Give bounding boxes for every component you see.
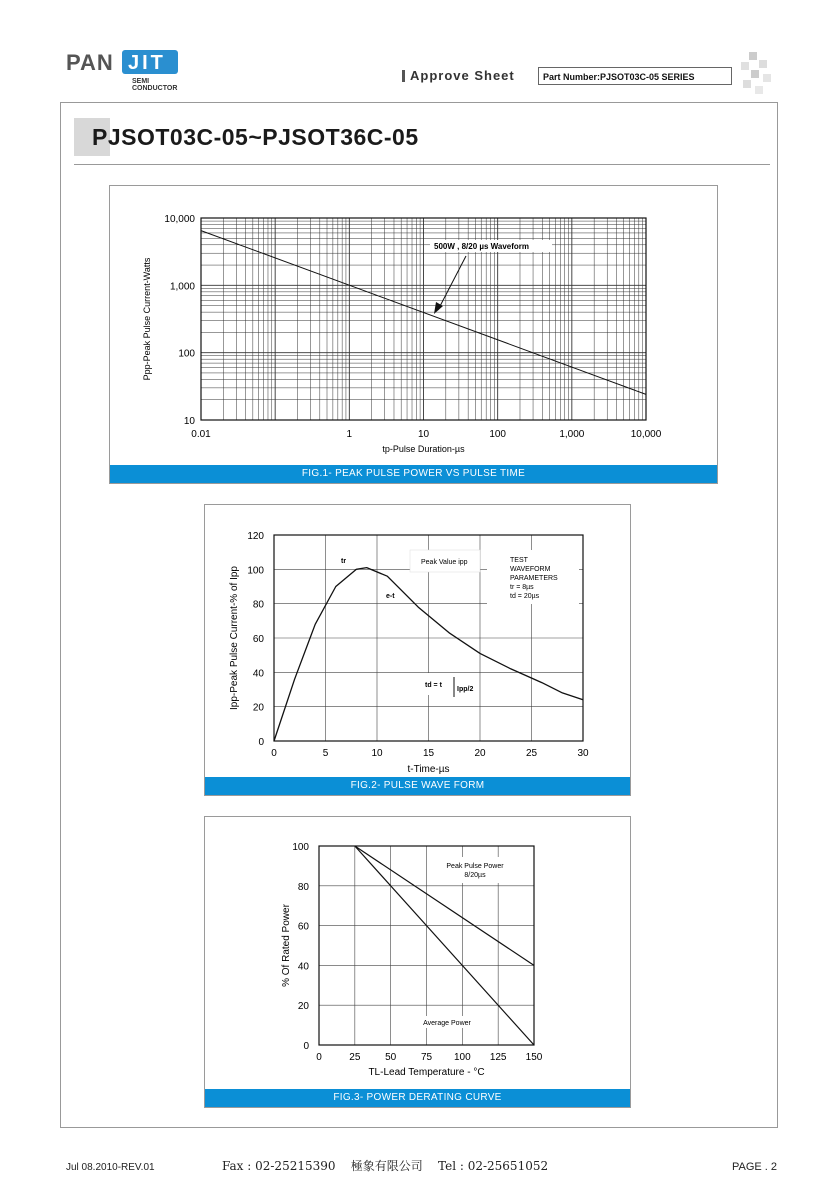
y-tick-label: 100 (178, 348, 195, 360)
x-tick-label: 10,000 (630, 429, 662, 440)
annotation-arrow (438, 256, 466, 310)
svg-text:JIT: JIT (128, 52, 166, 74)
x-tick-label: 1 (346, 429, 353, 440)
x-axis-label: TL-Lead Temperature - °C (368, 1067, 485, 1078)
x-tick-label: 50 (385, 1052, 397, 1063)
x-tick-label: 30 (577, 748, 589, 759)
figure-3-panel (204, 816, 631, 1108)
x-tick-label: 25 (349, 1052, 361, 1063)
x-tick-label: 100 (489, 429, 507, 440)
part-number-box: Part Number:PJSOT03C-05 SERIES (538, 67, 732, 85)
test-param-line: td = 20µs (510, 593, 540, 600)
y-tick-label: 60 (252, 634, 264, 645)
label-decay: e-t (386, 593, 395, 600)
y-axis-label: % Of Rated Power (281, 904, 292, 987)
x-tick-label: 20 (474, 748, 486, 759)
x-axis-label: tp-Pulse Duration-µs (382, 444, 465, 454)
label-td: td = t (425, 682, 442, 689)
logo-text: PAN (66, 50, 114, 75)
footer-page-number: PAGE . 2 (732, 1161, 778, 1173)
x-tick-label: 10 (371, 748, 383, 759)
x-tick-label: 0 (316, 1052, 322, 1063)
y-tick-label: 40 (297, 961, 309, 973)
test-param-line: WAVEFORM (510, 566, 551, 573)
x-tick-label: 0 (271, 748, 277, 759)
label-peak-pulse-power: Peak Pulse Power (446, 863, 504, 870)
x-tick-label: 0.01 (191, 429, 211, 440)
label-peak-pulse-waveform: 8/20µs (464, 872, 486, 879)
y-tick-label: 0 (303, 1041, 309, 1052)
figure-3-chart (205, 817, 630, 1089)
x-tick-label: 5 (322, 748, 329, 759)
figure-2-chart (205, 505, 630, 777)
figure-1-chart (110, 186, 717, 466)
y-tick-label: 10 (183, 416, 195, 427)
peak-label-bg (435, 857, 517, 883)
y-tick-label: 80 (252, 599, 264, 611)
y-tick-label: 10,000 (164, 214, 195, 225)
y-tick-label: 60 (297, 921, 309, 933)
test-param-line: TEST (510, 557, 528, 564)
label-ipp-half: Ipp/2 (457, 686, 474, 693)
test-param-line: tr = 8µs (510, 584, 534, 591)
figure-1-caption: FIG.1- PEAK PULSE POWER VS PULSE TIME (110, 465, 717, 483)
footer-date-revision: Jul 08.2010-REV.01 (66, 1162, 155, 1173)
x-tick-label: 100 (453, 1052, 471, 1063)
y-tick-label: 100 (247, 565, 264, 577)
x-tick-label: 75 (420, 1052, 433, 1063)
approve-sheet-label: Approve Sheet (410, 68, 515, 83)
panjit-logo (66, 46, 206, 92)
figure-2-caption: FIG.2- PULSE WAVE FORM (205, 777, 630, 795)
y-tick-label: 0 (258, 737, 264, 748)
figure-3-caption: FIG.3- POWER DERATING CURVE (205, 1089, 630, 1107)
figure-2-panel (204, 504, 631, 796)
approve-bar (402, 70, 405, 82)
decorative-squares (735, 52, 775, 96)
y-tick-label: 20 (297, 1001, 309, 1013)
x-tick-label: 125 (489, 1052, 507, 1063)
x-tick-label: 10 (417, 429, 430, 440)
y-tick-label: 100 (292, 842, 309, 853)
footer-contact: Fax : 02-25215390 極象有限公司 Tel : 02-25651052 (222, 1159, 549, 1173)
y-tick-label: 20 (252, 702, 264, 714)
y-axis-label: Ppp-Peak Pulse Current-Watts (142, 257, 152, 381)
y-tick-label: 40 (252, 668, 264, 680)
x-tick-label: 15 (422, 748, 435, 759)
y-tick-label: 1,000 (169, 281, 195, 293)
label-average-power: Average Power (423, 1020, 471, 1027)
label-peak: Peak Value ipp (421, 559, 468, 566)
y-tick-label: 80 (297, 881, 309, 893)
x-tick-label: 1,000 (559, 429, 585, 440)
title-rule (74, 164, 770, 165)
y-axis-label: Ipp-Peak Pulse Current-% of Ipp (229, 566, 240, 710)
annotation-label: 500W , 8/20 µs Waveform (434, 242, 530, 251)
figure-1-panel (109, 185, 718, 484)
test-param-line: PARAMETERS (510, 575, 558, 582)
label-tr: tr (341, 558, 347, 565)
x-tick-label: 25 (525, 748, 538, 759)
logo-conductor: CONDUCTOR (132, 85, 178, 92)
x-axis-label: t-Time-µs (407, 764, 450, 775)
page-title: PJSOT03C-05~PJSOT36C-05 (92, 124, 419, 150)
logo-semi: SEMI (132, 78, 150, 85)
y-tick-label: 120 (247, 531, 264, 542)
x-tick-label: 150 (525, 1052, 543, 1063)
